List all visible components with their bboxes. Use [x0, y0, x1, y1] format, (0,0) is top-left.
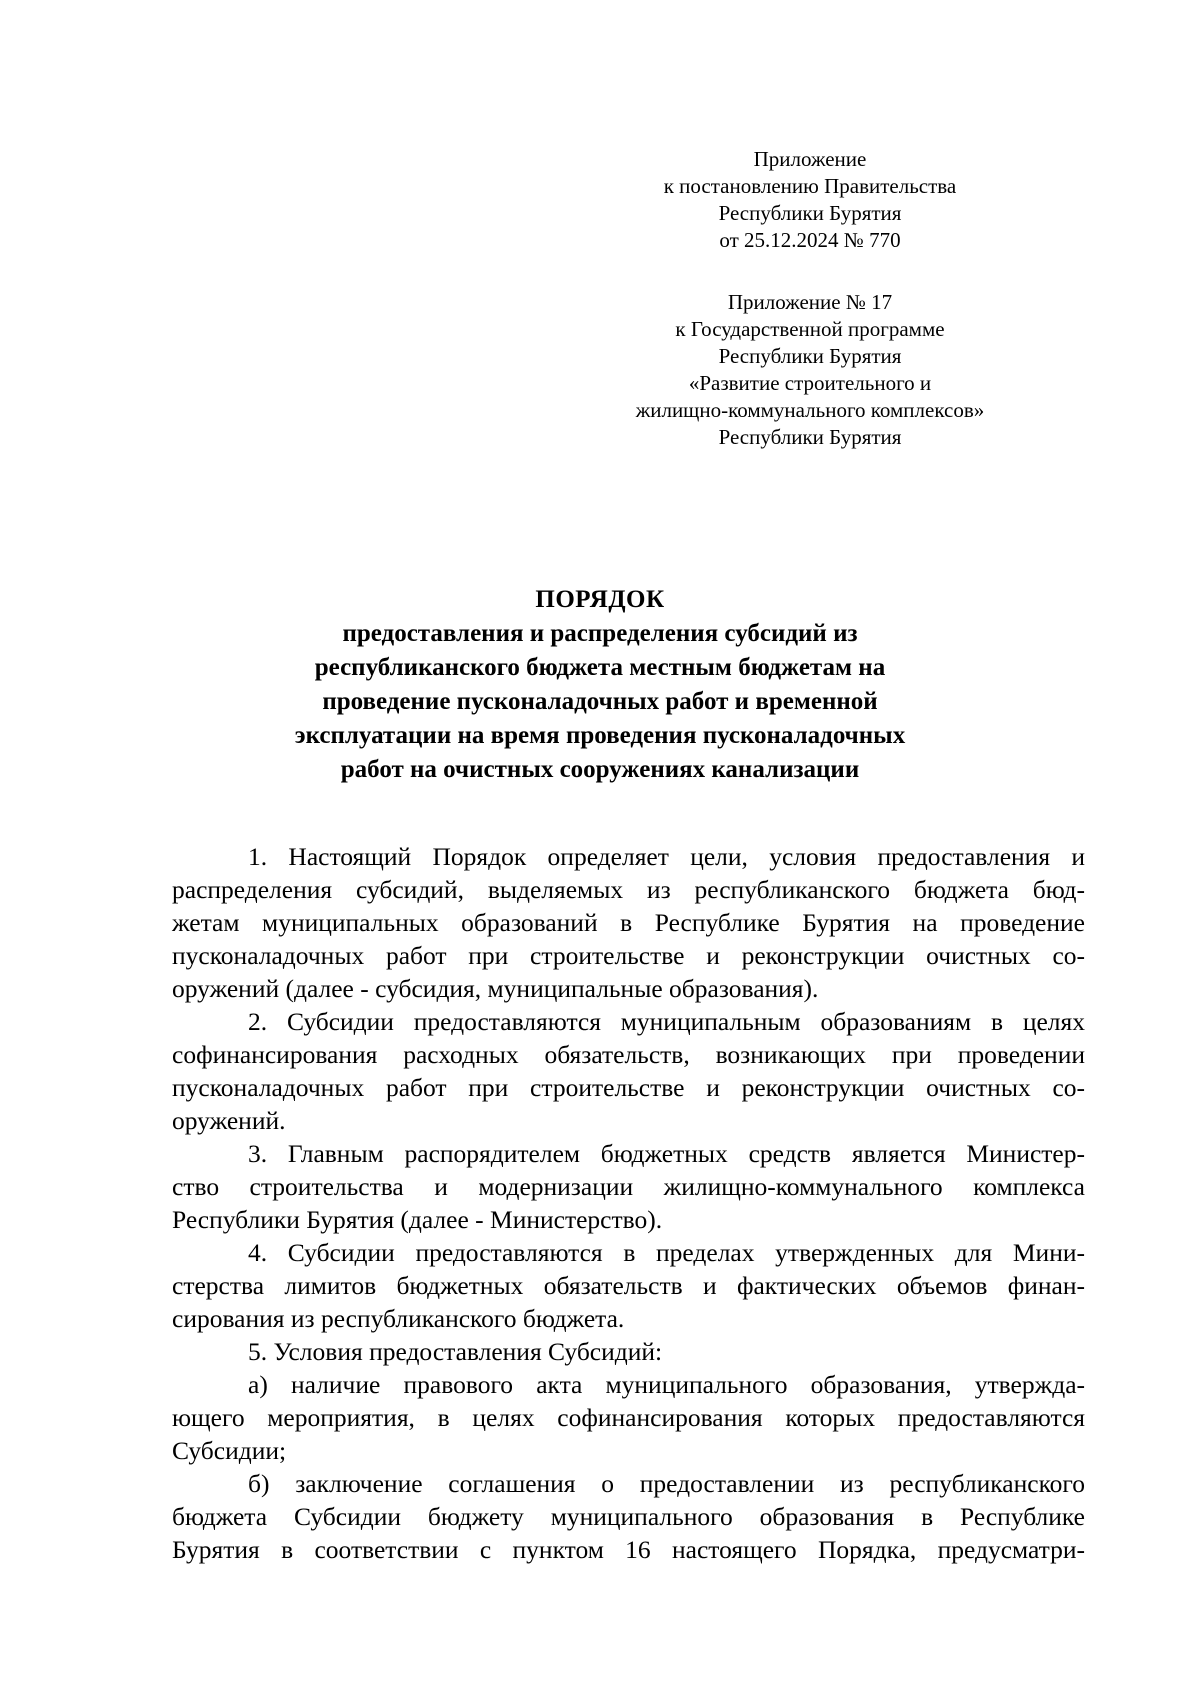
body-line: а) наличие правового акта муниципального образования, утвержда- [248, 1370, 1085, 1399]
appendix-line: к постановлению Правительства [663, 174, 957, 198]
body-line: 5. Условия предоставления Субсидий: [248, 1337, 663, 1366]
body-line: 4. Субсидии предоставляются в пределах утвержденных для Мини- [248, 1238, 1085, 1267]
appendix-line: Республики Бурятия [718, 344, 902, 368]
body-line: Бурятия в соответствии с пунктом 16 настоящего Порядка, предусматри- [172, 1535, 1085, 1564]
body-line: жетам муниципальных образований в Республике Бурятия на проведение [172, 908, 1085, 937]
body-line: софинансирования расходных обязательств, возникающих при проведении [172, 1040, 1085, 1069]
appendix-line: Приложение № 17 [727, 290, 893, 314]
appendix-header-decree [580, 146, 1040, 254]
body-line: стерства лимитов бюджетных обязательств и фактических объемов финан- [172, 1271, 1085, 1300]
body-line: оружений (далее - субсидия, муниципальные образования). [172, 974, 819, 1003]
body-line: пусконаладочных работ при строительстве и реконструкции очистных со- [172, 1073, 1085, 1102]
appendix-line: Республики Бурятия [718, 201, 902, 225]
appendix-line: Республики Бурятия [718, 425, 902, 449]
title-line: предоставления и распределения субсидий из [342, 620, 858, 647]
body-line: бюджета Субсидии бюджету муниципального образования в Республике [172, 1502, 1085, 1531]
body-line: ющего мероприятия, в целях софинансирования которых предоставляются [172, 1403, 1085, 1432]
title-line: проведение пусконаладочных работ и временной [322, 688, 878, 715]
body-line: 1. Настоящий Порядок определяет цели, условия предоставления и [248, 842, 1085, 871]
body-line: б) заключение соглашения о предоставлении из республиканского [248, 1469, 1085, 1498]
appendix-header-program [580, 289, 1040, 451]
appendix-line: жилищно-коммунального комплексов» [635, 398, 985, 422]
appendix-line: от 25.12.2024 № 770 [719, 228, 901, 252]
body-line: сирования из республиканского бюджета. [172, 1304, 625, 1333]
document-body [172, 840, 1085, 1566]
appendix-line: к Государственной программе [675, 317, 945, 341]
document-title [160, 583, 1040, 787]
appendix-line: «Развитие строительного и [688, 371, 932, 395]
body-line: 2. Субсидии предоставляются муниципальным образованиям в целях [248, 1007, 1085, 1036]
title-line: работ на очистных сооружениях канализации [340, 756, 860, 783]
appendix-line: Приложение [753, 147, 867, 171]
body-line: Субсидии; [172, 1436, 287, 1465]
body-line: распределения субсидий, выделяемых из республиканского бюджета бюд- [172, 875, 1085, 904]
title-line: республиканского бюджета местным бюджетам на [314, 654, 886, 681]
body-line: оружений. [172, 1106, 286, 1135]
title-heading: ПОРЯДОК [535, 586, 665, 613]
body-line: пусконаладочных работ при строительстве и реконструкции очистных со- [172, 941, 1085, 970]
body-line: 3. Главным распорядителем бюджетных средств является Министер- [248, 1139, 1085, 1168]
body-line: Республики Бурятия (далее - Министерство). [172, 1205, 663, 1234]
title-line: эксплуатации на время проведения пусконаладочных [294, 722, 906, 749]
body-line: ство строительства и модернизации жилищно-коммунального комплекса [172, 1172, 1085, 1201]
